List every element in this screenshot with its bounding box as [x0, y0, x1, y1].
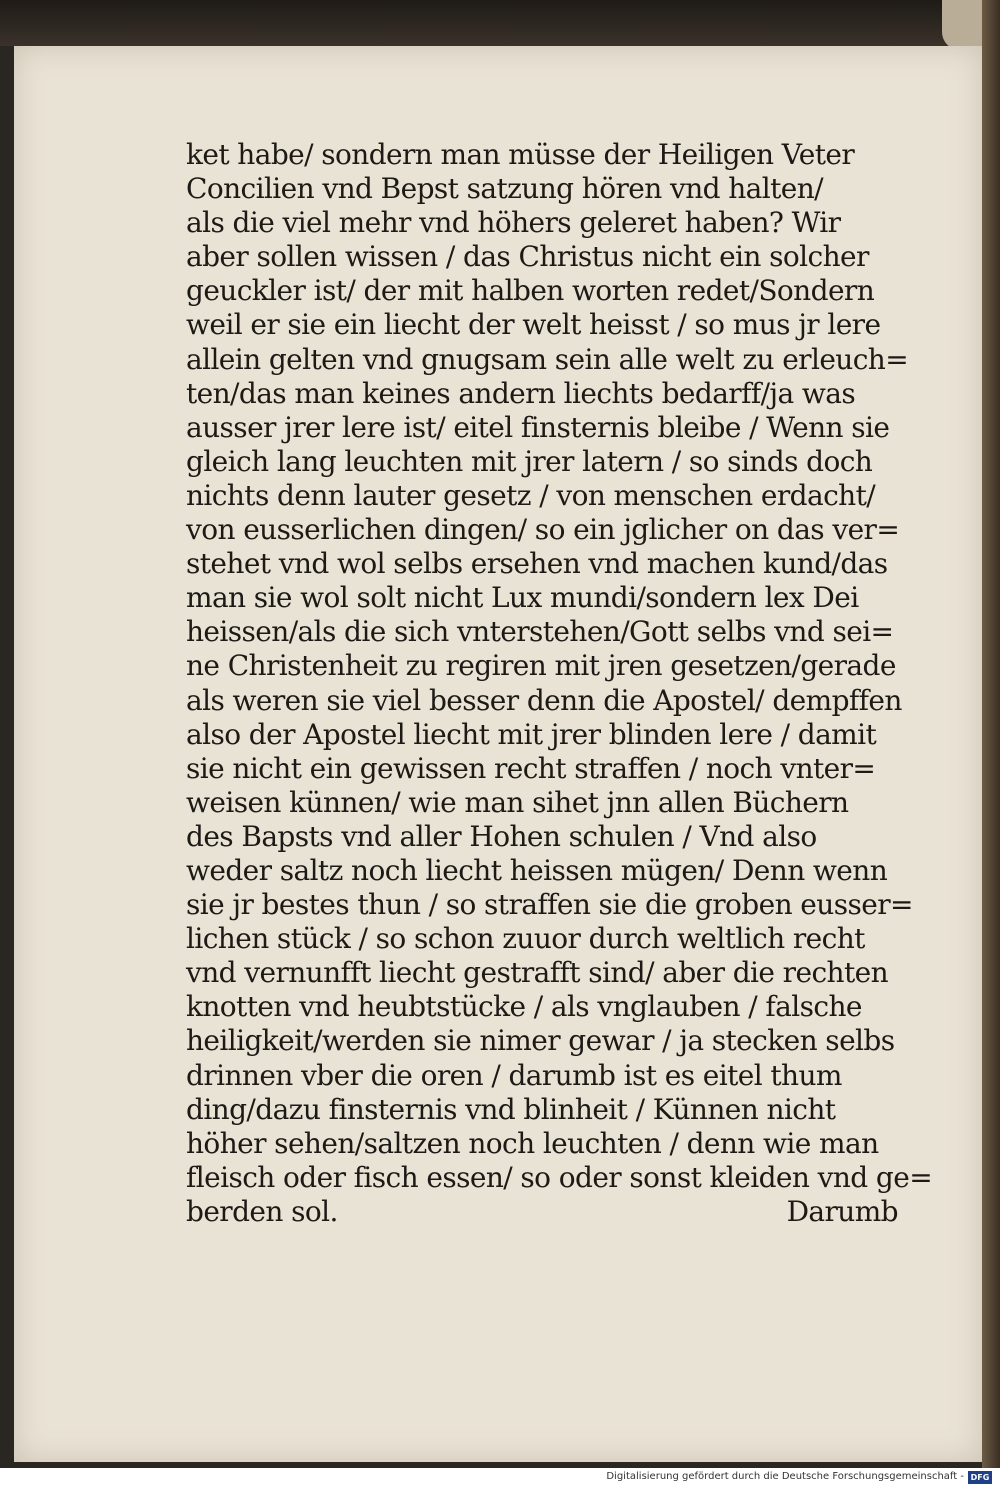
text-line: weisen künnen/ wie man sihet jnn allen Büchern: [186, 785, 849, 819]
text-line: sie nicht ein gewissen recht straffen / noch vnter=: [186, 751, 876, 785]
text-line: ausser jrer lere ist/ eitel finsternis bleibe / Wenn sie: [186, 410, 890, 444]
dfg-logo-icon: DFG: [968, 1471, 992, 1484]
text-line: als die viel mehr vnd höhers geleret haben? Wir: [186, 206, 841, 240]
text-line: ne Christenheit zu regiren mit jren gesetzen/gerade: [186, 649, 896, 683]
text-line: berden sol.: [186, 1194, 338, 1228]
footer-bar: [0, 1468, 1000, 1488]
text-line: des Bapsts vnd aller Hohen schulen / Vnd also: [186, 819, 817, 853]
scan-right-edge: [982, 0, 1000, 1468]
final-line: [186, 1195, 898, 1229]
text-line: ding/dazu finsternis vnd blinheit / Künnen nicht: [186, 1092, 836, 1126]
text-line: drinnen vber die oren / darumb ist es eitel thum: [186, 1058, 842, 1092]
text-line: gleich lang leuchten mit jrer latern / so sinds doch: [186, 444, 873, 478]
text-line: sie jr bestes thun / so straffen sie die groben eusser=: [186, 888, 913, 922]
text-line: als weren sie viel besser denn die Apostel/ dempffen: [186, 683, 902, 717]
text-line: stehet vnd wol selbs ersehen vnd machen kund/das: [186, 547, 888, 581]
text-line: knotten vnd heubtstücke / als vnglauben / falsche: [186, 990, 862, 1024]
funding-credit: Digitalisierung gefördert durch die Deutsche Forschungsgemeinschaft -: [606, 1471, 964, 1482]
text-line: lichen stück / so schon zuuor durch weltlich recht: [186, 922, 865, 956]
text-line: ket habe/ sondern man müsse der Heiligen Veter: [186, 138, 855, 171]
text-line: also der Apostel liecht mit jrer blinden lere / damit: [186, 717, 877, 751]
catchword: Darumb: [786, 1194, 898, 1228]
text-line: ten/das man keines andern liechts bedarff/ja was: [186, 376, 856, 410]
text-line: nichts denn lauter gesetz / von menschen erdacht/: [186, 478, 876, 512]
text-line: heissen/als die sich vnterstehen/Gott selbs vnd sei=: [186, 615, 894, 649]
text-line: höher sehen/saltzen noch leuchten / denn wie man: [186, 1126, 879, 1160]
text-line: weil er sie ein liecht der welt heisst / so mus jr lere: [186, 308, 881, 342]
text-line: geuckler ist/ der mit halben worten redet/Sondern: [186, 274, 875, 308]
text-line: Concilien vnd Bepst satzung hören vnd halten/: [186, 172, 824, 206]
text-line: allein gelten vnd gnugsam sein alle welt zu erleuch=: [186, 342, 909, 376]
page-text: [186, 138, 933, 1229]
text-line: heiligkeit/werden sie nimer gewar / ja stecken selbs: [186, 1024, 895, 1058]
text-line: fleisch oder fisch essen/ so oder sonst kleiden vnd ge=: [186, 1160, 933, 1194]
text-line: man sie wol solt nicht Lux mundi/sondern lex Dei: [186, 581, 859, 615]
text-line: vnd vernunfft liecht gestrafft sind/ aber die rechten: [186, 956, 889, 990]
text-line: weder saltz noch liecht heissen mügen/ Denn wenn: [186, 853, 888, 887]
text-line: aber sollen wissen / das Christus nicht ein solcher: [186, 240, 869, 274]
scan-top-edge: [0, 0, 1000, 46]
text-line: von eusserlichen dingen/ so ein jglicher on das ver=: [186, 513, 900, 547]
